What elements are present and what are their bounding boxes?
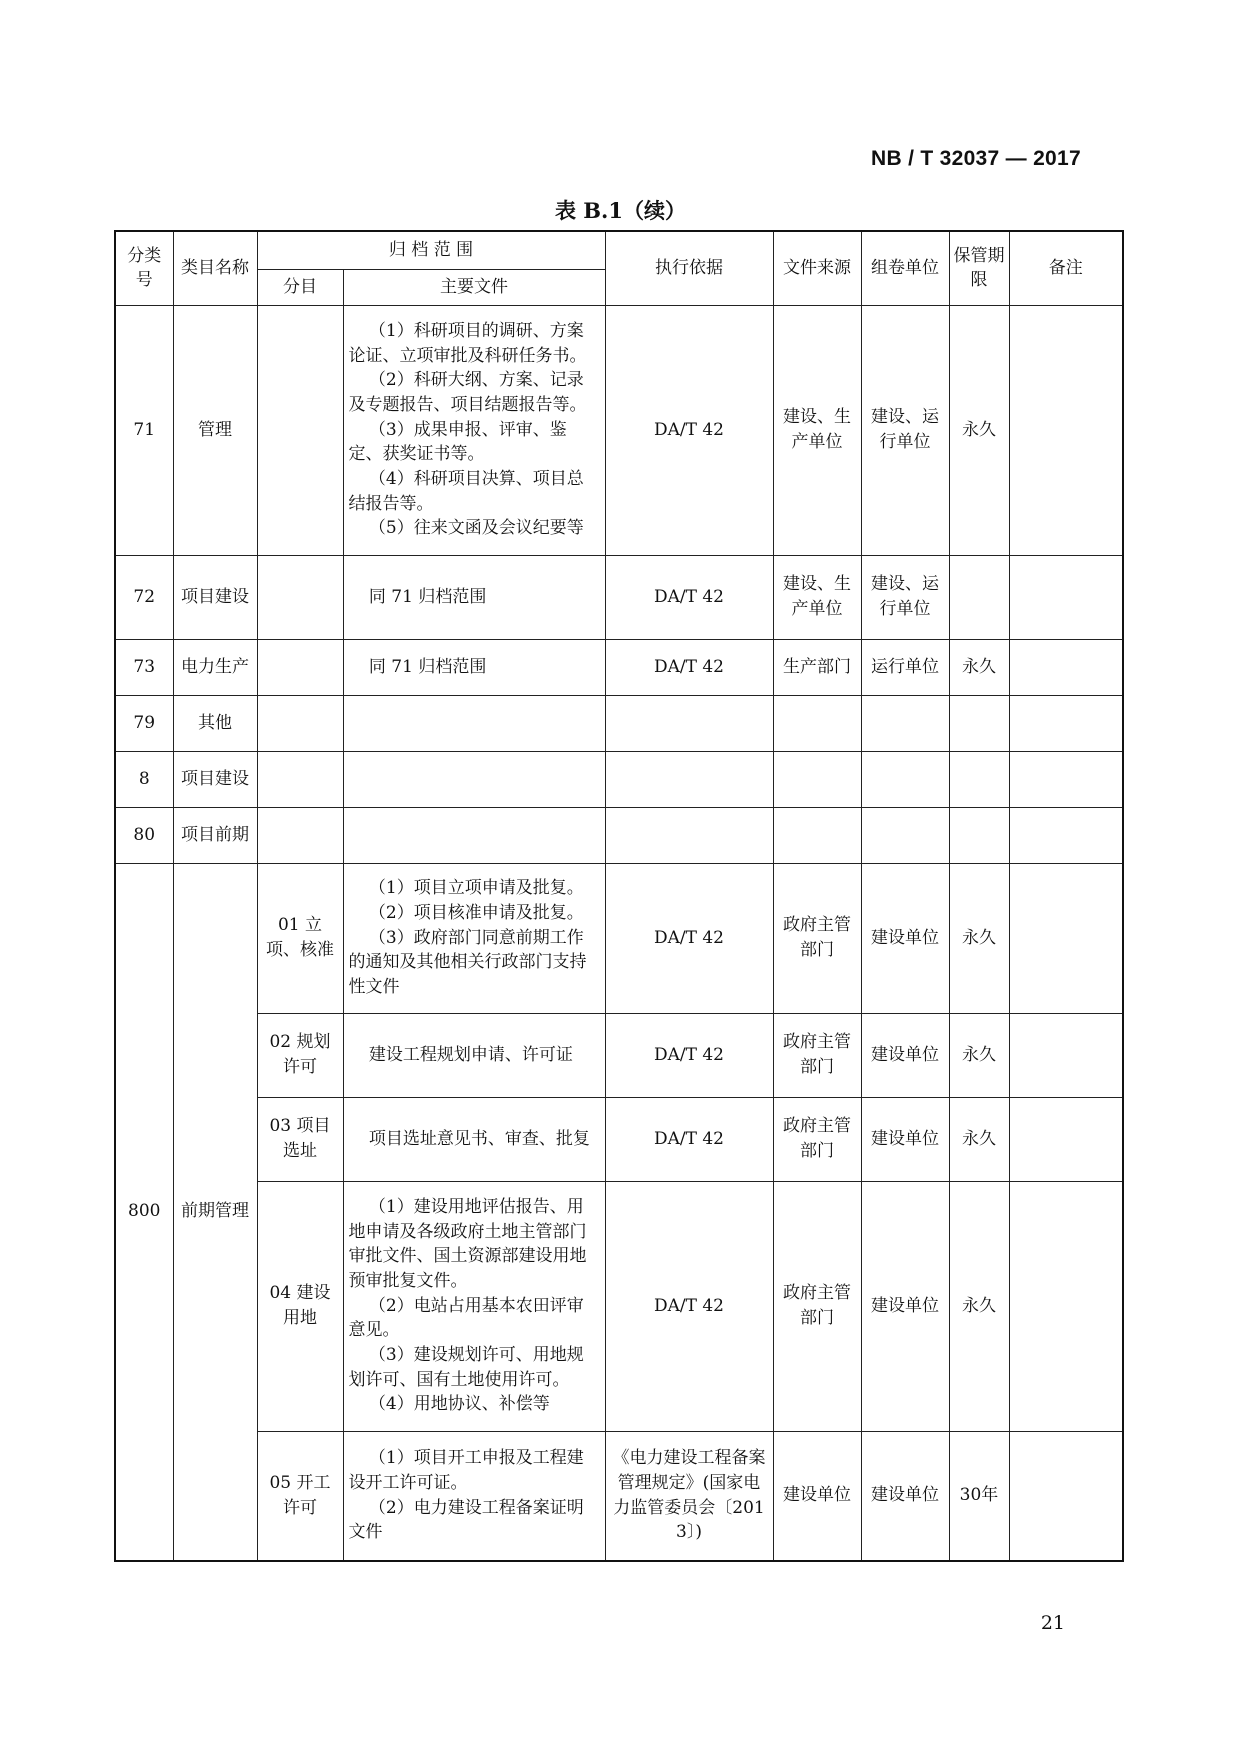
cell-main-files (343, 751, 605, 807)
cell-volume-unit (861, 751, 949, 807)
cell-retention (949, 695, 1009, 751)
col-header-remark: 备注 (1009, 231, 1123, 305)
cell-sub: 03 项目选址 (257, 1097, 343, 1181)
cell-category: 管理 (173, 305, 257, 555)
file-line: （3）建设规划许可、用地规划许可、国有土地使用许可。 (348, 1344, 584, 1390)
file-line: （1）建设用地评估报告、用地申请及各级政府土地主管部门审批文件、国土资源部建设用地预审批复文件。 (348, 1197, 587, 1292)
table-row (115, 751, 1123, 807)
col-header-sub: 分目 (257, 269, 343, 305)
cell-main-files (343, 1097, 605, 1181)
file-line: （1）项目开工申报及工程建设开工许可证。 (348, 1448, 584, 1494)
cell-volume-unit: 建设单位 (861, 1181, 949, 1431)
col-header-main-files: 主要文件 (343, 269, 605, 305)
table-row (115, 1013, 1123, 1097)
table-row (115, 555, 1123, 639)
cell-category: 项目建设 (173, 555, 257, 639)
file-line: （4）用地协议、补偿等 (368, 1394, 550, 1415)
cell-category: 其他 (173, 695, 257, 751)
cell-main-files (343, 639, 605, 695)
cell-main-files (343, 1431, 605, 1561)
cell-sub (257, 751, 343, 807)
cell-remark (1009, 1013, 1123, 1097)
cell-basis (605, 695, 773, 751)
file-line: 同 71 归档范围 (368, 586, 487, 607)
cell-sub (257, 555, 343, 639)
cell-remark (1009, 305, 1123, 555)
cell-source (773, 751, 861, 807)
file-line: （2）项目核准申请及批复。 (368, 903, 584, 924)
cell-basis: DA/T 42 (605, 555, 773, 639)
cell-basis: DA/T 42 (605, 1097, 773, 1181)
cell-remark (1009, 1181, 1123, 1431)
cell-volume-unit (861, 695, 949, 751)
cell-retention: 永久 (949, 1097, 1009, 1181)
table-row (115, 1097, 1123, 1181)
cell-basis (605, 807, 773, 863)
cell-main-files (343, 863, 605, 1013)
table-row (115, 1431, 1123, 1561)
file-line: （3）成果申报、评审、鉴定、获奖证书等。 (348, 419, 567, 465)
cell-basis: 《电力建设工程备案管理规定》(国家电力监管委员会〔2013〕) (605, 1431, 773, 1561)
table-row (115, 639, 1123, 695)
cell-source: 政府主管部门 (773, 863, 861, 1013)
cell-main-files (343, 807, 605, 863)
cell-code: 80 (115, 807, 173, 863)
cell-code: 71 (115, 305, 173, 555)
cell-volume-unit: 建设单位 (861, 1097, 949, 1181)
cell-code: 79 (115, 695, 173, 751)
cell-main-files (343, 305, 605, 555)
cell-volume-unit (861, 807, 949, 863)
table-row (115, 695, 1123, 751)
cell-retention: 永久 (949, 1181, 1009, 1431)
col-header-source: 文件来源 (773, 231, 861, 305)
cell-category: 项目建设 (173, 751, 257, 807)
cell-basis (605, 751, 773, 807)
cell-basis: DA/T 42 (605, 1181, 773, 1431)
cell-remark (1009, 863, 1123, 1013)
cell-retention: 永久 (949, 1013, 1009, 1097)
col-header-basis: 执行依据 (605, 231, 773, 305)
archive-table (114, 230, 1124, 1562)
cell-source: 建设、生产单位 (773, 305, 861, 555)
cell-sub (257, 305, 343, 555)
cell-sub (257, 639, 343, 695)
table-row (115, 1181, 1123, 1431)
cell-retention: 永久 (949, 305, 1009, 555)
cell-source: 政府主管部门 (773, 1097, 861, 1181)
cell-remark (1009, 807, 1123, 863)
cell-source: 建设单位 (773, 1431, 861, 1561)
cell-source (773, 807, 861, 863)
table-row (115, 807, 1123, 863)
cell-source: 政府主管部门 (773, 1181, 861, 1431)
cell-source: 生产部门 (773, 639, 861, 695)
cell-category: 项目前期 (173, 807, 257, 863)
cell-retention: 30年 (949, 1431, 1009, 1561)
file-line: 项目选址意见书、审查、批复 (368, 1128, 590, 1149)
cell-remark (1009, 1097, 1123, 1181)
cell-category: 前期管理 (173, 863, 257, 1561)
cell-volume-unit: 建设单位 (861, 863, 949, 1013)
cell-code: 800 (115, 863, 173, 1561)
cell-remark (1009, 555, 1123, 639)
cell-remark (1009, 695, 1123, 751)
file-line: （4）科研项目决算、项目总结报告等。 (348, 468, 584, 514)
cell-code: 72 (115, 555, 173, 639)
cell-volume-unit: 建设、运行单位 (861, 305, 949, 555)
cell-retention (949, 807, 1009, 863)
col-header-category: 类目名称 (173, 231, 257, 305)
cell-volume-unit: 建设、运行单位 (861, 555, 949, 639)
file-line: 同 71 归档范围 (368, 656, 487, 677)
file-line: （2）科研大纲、方案、记录及专题报告、项目结题报告等。 (348, 370, 587, 416)
col-header-code: 分类号 (115, 231, 173, 305)
file-line: （5）往来文函及会议纪要等 (368, 518, 584, 539)
col-header-volume-unit: 组卷单位 (861, 231, 949, 305)
col-header-scope: 归 档 范 围 (257, 231, 605, 269)
file-line: （2）电站占用基本农田评审意见。 (348, 1295, 584, 1341)
cell-sub (257, 695, 343, 751)
cell-code: 8 (115, 751, 173, 807)
cell-source: 建设、生产单位 (773, 555, 861, 639)
cell-retention: 永久 (949, 639, 1009, 695)
file-line: （3）政府部门同意前期工作的通知及其他相关行政部门支持性文件 (348, 927, 587, 997)
cell-main-files (343, 1013, 605, 1097)
table-title: 表 B.1（续） (555, 198, 686, 223)
cell-volume-unit: 建设单位 (861, 1431, 949, 1561)
table-row (115, 305, 1123, 555)
file-line: 建设工程规划申请、许可证 (368, 1044, 573, 1065)
cell-volume-unit: 建设单位 (861, 1013, 949, 1097)
cell-sub: 02 规划许可 (257, 1013, 343, 1097)
cell-retention (949, 751, 1009, 807)
cell-sub (257, 807, 343, 863)
cell-basis: DA/T 42 (605, 863, 773, 1013)
cell-main-files (343, 695, 605, 751)
cell-remark (1009, 751, 1123, 807)
cell-source: 政府主管部门 (773, 1013, 861, 1097)
cell-basis: DA/T 42 (605, 305, 773, 555)
file-line: （1）项目立项申请及批复。 (368, 878, 584, 899)
cell-main-files (343, 1181, 605, 1431)
cell-remark (1009, 1431, 1123, 1561)
cell-sub: 05 开工许可 (257, 1431, 343, 1561)
cell-sub: 01 立项、核准 (257, 863, 343, 1013)
cell-category: 电力生产 (173, 639, 257, 695)
cell-source (773, 695, 861, 751)
file-line: （2）电力建设工程备案证明文件 (348, 1497, 584, 1543)
cell-retention: 永久 (949, 863, 1009, 1013)
cell-volume-unit: 运行单位 (861, 639, 949, 695)
cell-basis: DA/T 42 (605, 1013, 773, 1097)
cell-basis: DA/T 42 (605, 639, 773, 695)
page-number: 21 (1040, 1612, 1065, 1634)
cell-code: 73 (115, 639, 173, 695)
cell-main-files (343, 555, 605, 639)
standard-code: NB / T 32037 — 2017 (871, 147, 1081, 170)
file-line: （1）科研项目的调研、方案论证、立项审批及科研任务书。 (348, 321, 587, 366)
cell-sub: 04 建设用地 (257, 1181, 343, 1431)
cell-retention (949, 555, 1009, 639)
table-row (115, 863, 1123, 1013)
col-header-retention: 保管期限 (949, 231, 1009, 305)
cell-remark (1009, 639, 1123, 695)
